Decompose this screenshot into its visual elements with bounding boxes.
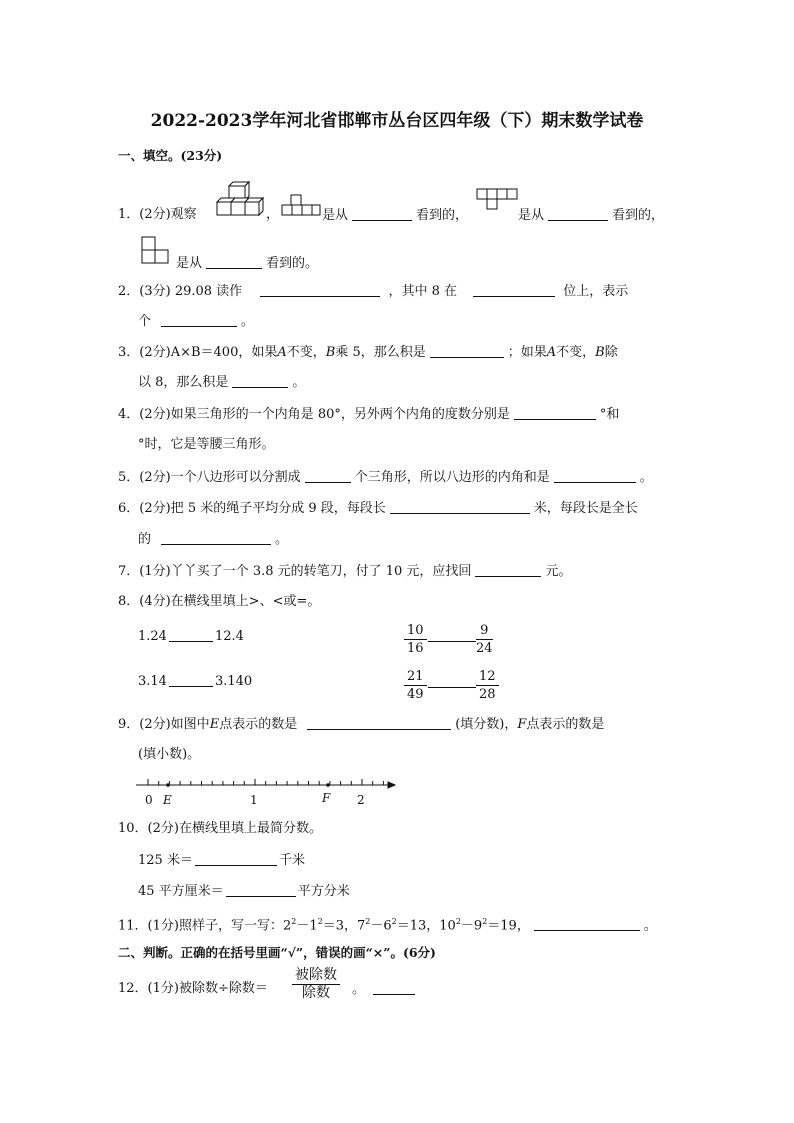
q3-answer-blank-2[interactable]	[232, 373, 288, 388]
q8-f2-denominator: 24	[476, 641, 493, 656]
q5-answer-blank-1[interactable]	[305, 468, 351, 483]
q3-var-b: B	[325, 345, 336, 360]
section-1-heading: 一、填空。(23分)	[118, 148, 223, 163]
q2-text-c: 位上，表示	[563, 284, 629, 299]
section-2-heading: 二、判断。正确的在括号里画“√”，错误的画“×”。(6分)	[118, 945, 436, 960]
q11-sup-5: 2	[455, 917, 461, 926]
q3-text-a: 3．(2分)	[118, 345, 171, 360]
q4-text-c: °时，它是等腰三角形。	[138, 437, 275, 452]
q8-f4-numerator: 12	[476, 668, 499, 686]
q1-text-d: 看到的，	[416, 208, 469, 223]
point-f-dot	[326, 783, 330, 787]
tick-label-e: E	[163, 793, 172, 807]
q8-f4-denominator: 28	[479, 687, 496, 702]
q12-answer-blank[interactable]	[373, 980, 415, 995]
q5-text-b: 个三角形，所以八边形的内角和是	[354, 470, 550, 485]
q3-text-f: 乘 5，那么积是	[335, 345, 426, 360]
q3-answer-blank-1[interactable]	[430, 343, 504, 358]
q7-text-b: 元。	[545, 564, 572, 579]
q10-text-b: 125 米＝	[138, 853, 193, 868]
question-7	[118, 562, 571, 581]
q1-text-h: 看到的。	[266, 256, 319, 271]
q6-text-d: 。	[275, 532, 289, 547]
q5-text-c: 。	[639, 470, 653, 485]
q1-text-e: 是从	[518, 208, 545, 223]
q8-value-4: 3.140	[214, 674, 253, 689]
q3-text-g: ；如果	[507, 345, 547, 360]
q8-value-1: 1.24	[138, 629, 167, 644]
question-4	[118, 405, 619, 424]
q11-sup-4: 2	[391, 917, 397, 926]
question-1	[118, 206, 197, 224]
question-5	[118, 468, 653, 487]
q9-text-a: 9．(2分)如图中	[118, 717, 210, 732]
q6-text-c: 的	[138, 532, 152, 547]
q11-sup-2: 2	[317, 917, 323, 926]
question-6-line-2	[138, 530, 288, 549]
q8-f3-numerator: 21	[404, 668, 427, 686]
q8-text-a: 8．(4分)在横线里填上>、<或=。	[118, 594, 321, 609]
side-view-figure	[141, 236, 171, 264]
q8-f1-numerator: 10	[404, 622, 427, 640]
q8-fraction-2	[476, 622, 493, 657]
q11-text-e: ＝13，10	[396, 918, 456, 934]
q9-text-f: 点表示的数是	[526, 717, 605, 732]
q8-answer-blank-4[interactable]	[428, 687, 476, 688]
q8-f3-denominator: 49	[407, 687, 424, 702]
q12-text-b: 。	[352, 982, 366, 997]
q10-answer-blank-1[interactable]	[195, 851, 277, 866]
q8-fraction-3	[404, 668, 427, 703]
tick-label-1: 1	[250, 793, 258, 807]
q2-text-a: 2．(3分) 29.08 读作	[118, 284, 243, 299]
q3-text-d: 不变，	[286, 345, 326, 360]
q9-var-f: F	[517, 717, 527, 732]
top-view-figure	[476, 188, 518, 216]
q11-sup-1: 2	[291, 917, 297, 926]
q11-answer-blank[interactable]	[534, 916, 640, 931]
q1-part-2	[322, 206, 468, 225]
q10-text-a: 10．(2分)在横线里填上最简分数。	[118, 821, 322, 836]
q1-answer-blank-3[interactable]	[206, 254, 262, 269]
q3-text-k: 除	[604, 345, 618, 360]
question-4-line-2	[138, 436, 275, 454]
q2-answer-blank-2[interactable]	[473, 282, 555, 297]
q10-text-d: 45 平方厘米＝	[138, 884, 224, 899]
q10-answer-blank-2[interactable]	[226, 882, 296, 897]
question-2	[118, 282, 628, 301]
q8-compare-2	[138, 672, 252, 691]
q9-text-c: 点表示的数是	[219, 717, 298, 732]
q7-text-a: 7．(1分)丫丫买了一个 3.8 元的转笔刀，付了 10 元，应找回	[118, 564, 472, 579]
q9-text-d: (填分数)，	[455, 717, 518, 732]
q9-var-e: E	[209, 717, 220, 732]
q11-text-g: ＝19，	[487, 918, 530, 934]
q9-text-g: (填小数)。	[138, 747, 201, 762]
q8-fraction-4	[476, 668, 499, 703]
q12-denominator: 除数	[302, 985, 330, 1001]
q8-compare-1	[138, 627, 244, 646]
q2-text-b: ，其中 8 在	[388, 284, 457, 299]
q11-text-h: 。	[643, 918, 657, 934]
q5-text-a: 5．(2分)一个八边形可以分割成	[118, 470, 301, 485]
question-9	[118, 715, 604, 734]
q3-var-b-2: B	[595, 345, 605, 360]
q1-text-f: 看到的，	[612, 208, 665, 223]
q12-tail	[352, 980, 419, 999]
q8-f2-numerator: 9	[476, 622, 493, 640]
q5-answer-blank-2[interactable]	[554, 468, 636, 483]
q2-answer-blank-1[interactable]	[260, 282, 380, 297]
q1-comma: ，	[266, 207, 280, 222]
q8-answer-blank-1[interactable]	[169, 627, 213, 642]
q6-answer-blank-2[interactable]	[161, 530, 271, 545]
q4-text-b: °和	[599, 407, 620, 422]
q8-value-2: 12.4	[214, 629, 244, 644]
point-e-dot	[166, 783, 170, 787]
q11-text-c: ＝3，7	[322, 918, 366, 934]
tick-label-0: 0	[145, 793, 153, 807]
q1-answer-blank-1[interactable]	[352, 206, 412, 221]
q12-numerator: 被除数	[292, 967, 340, 985]
q6-text-b: 米，每段长是全长	[533, 501, 638, 516]
question-9-line-2	[138, 746, 200, 764]
q10-text-c: 千米	[278, 853, 305, 868]
q11-text-f: －9	[460, 918, 483, 934]
q2-answer-blank-3[interactable]	[161, 312, 237, 327]
page-title: 2022-2023学年河北省邯郸市丛台区四年级（下）期末数学试卷	[150, 111, 644, 131]
q8-f1-denominator: 16	[407, 641, 424, 656]
q8-answer-blank-2[interactable]	[169, 672, 213, 687]
question-3	[118, 343, 618, 362]
question-10	[118, 820, 322, 838]
q1-part-3	[518, 206, 664, 225]
q8-fraction-1	[404, 622, 427, 657]
q11-sup-3: 2	[365, 917, 371, 926]
q3-text-i: 不变，	[556, 345, 596, 360]
q11-text-b: －1	[296, 918, 318, 934]
q1-part-4	[176, 254, 318, 273]
q1-answer-blank-2[interactable]	[548, 206, 608, 221]
q3-text-m: 。	[292, 375, 306, 390]
front-view-figure	[281, 194, 321, 216]
q12-fraction	[292, 967, 340, 1002]
q11-text-a: 11．(1分)照样子，写一写：2	[118, 918, 292, 934]
q6-text-a: 6．(2分)把 5 米的绳子平均分成 9 段，每段长	[118, 501, 386, 516]
cube-stack-figure	[215, 180, 265, 218]
q3-text-l: 以 8，那么积是	[138, 375, 229, 390]
q11-sup-6: 2	[482, 917, 488, 926]
question-3-line-2	[138, 373, 305, 392]
q11-text-d: －6	[370, 918, 392, 934]
q3-var-a-2: A	[546, 345, 557, 360]
q1-text-g: 是从	[176, 256, 203, 271]
q4-answer-blank-1[interactable]	[514, 405, 596, 420]
q7-answer-blank[interactable]	[475, 562, 541, 577]
q9-answer-blank-1[interactable]	[307, 715, 451, 730]
question-2-line-2	[138, 312, 254, 331]
q10-item-1	[138, 851, 305, 870]
question-6	[118, 499, 638, 518]
tick-label-f: F	[322, 791, 331, 805]
q1-label: 1．(2分)观察	[118, 207, 197, 222]
q10-item-2	[138, 882, 350, 901]
question-12	[118, 980, 268, 998]
question-8	[118, 593, 320, 611]
q12-text-a: 12．(1分)被除数÷除数＝	[118, 981, 268, 996]
tick-label-2: 2	[357, 793, 365, 807]
q1-text-c: 是从	[322, 208, 349, 223]
q2-text-d: 个	[138, 314, 152, 329]
q8-value-3: 3.14	[138, 674, 167, 689]
q3-text-b: A×B＝400，如果	[170, 345, 278, 360]
q2-text-e: 。	[241, 314, 255, 329]
question-11	[118, 913, 657, 935]
q10-text-e: 平方分米	[297, 884, 350, 899]
q3-var-a: A	[277, 345, 287, 360]
q6-answer-blank-1[interactable]	[390, 499, 530, 514]
q8-answer-blank-3[interactable]	[428, 641, 476, 642]
q4-text-a: 4．(2分)如果三角形的一个内角是 80°，另外两个内角的度数分别是	[118, 407, 510, 422]
